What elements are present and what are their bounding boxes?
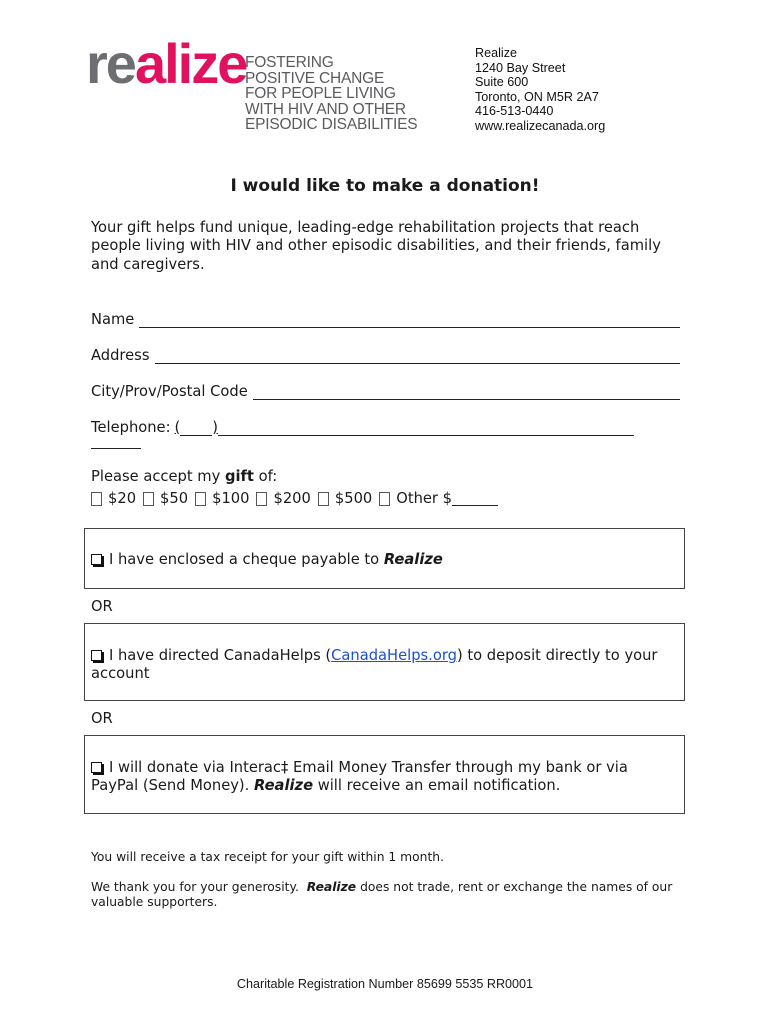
checkbox-icon[interactable]: [91, 762, 102, 773]
gift-prompt-prefix: Please accept my: [91, 468, 221, 485]
address-street: 1240 Bay Street: [475, 60, 566, 75]
gift-option-100[interactable]: [195, 490, 249, 507]
address-phone: 416-513-0440: [475, 104, 554, 119]
gift-amount-label: $20: [108, 490, 137, 507]
phone-extension-line[interactable]: [91, 448, 141, 449]
thanks-text-before: We thank you for your generosity.: [91, 880, 299, 894]
thanks-text-after: does not trade, rent or exchange the names of our valuable supporters.: [91, 880, 673, 910]
checkbox-icon[interactable]: [318, 492, 329, 506]
canadahelps-link[interactable]: CanadaHelps.org: [331, 647, 457, 664]
logo-part-alize: alize: [134, 32, 247, 95]
canadahelps-text-before: I have directed CanadaHelps (: [109, 647, 332, 664]
checkbox-icon[interactable]: [379, 492, 390, 506]
gift-option-200[interactable]: [256, 490, 310, 507]
interac-option-box[interactable]: [84, 735, 685, 814]
gift-prompt: [91, 468, 277, 485]
intro-paragraph: Your gift helps fund unique, leading-edge rehabilitation projects that reach people living with HIV and other episodic disabilities, and their friends, family and caregivers.: [91, 219, 661, 273]
city-field[interactable]: [91, 380, 680, 400]
telephone-label: Telephone:: [91, 419, 171, 436]
gift-amount-options: [91, 490, 505, 507]
canadahelps-text-after: ) to deposit directly to your account: [91, 647, 658, 683]
tagline-line: FOSTERING: [245, 54, 334, 71]
gift-amount-label: $200: [273, 490, 311, 507]
cheque-org-name: Realize: [383, 551, 443, 568]
or-separator: OR: [91, 598, 113, 615]
address-org-name: Realize: [475, 46, 517, 60]
address-field[interactable]: [91, 344, 680, 364]
address-suite: Suite 600: [475, 75, 529, 90]
telephone-field[interactable]: [91, 416, 634, 436]
address-city: Toronto, ON M5R 2A7: [475, 89, 599, 104]
gift-amount-label: $100: [212, 490, 250, 507]
address-label: Address: [91, 347, 150, 364]
interac-text-before: I will donate via Interac‡ Email Money Transfer through my bank or via PayPal (Send Money).: [91, 759, 628, 795]
tagline-line: FOR PEOPLE LIVING: [245, 85, 396, 103]
tagline-line: EPISODIC DISABILITIES: [245, 116, 418, 134]
interac-text-after: will receive an email notification.: [317, 777, 561, 795]
tax-receipt-note: You will receive a tax receipt for your gift within 1 month.: [91, 850, 444, 864]
city-label: City/Prov/Postal Code: [91, 383, 248, 400]
city-input-line[interactable]: [253, 384, 680, 400]
area-code-input-line[interactable]: [180, 421, 212, 436]
name-label: Name: [91, 311, 135, 328]
gift-amount-label: $500: [334, 490, 373, 507]
name-field[interactable]: [91, 308, 680, 328]
phone-input-line[interactable]: [218, 420, 634, 436]
name-input-line[interactable]: [139, 312, 680, 328]
address-input-line[interactable]: [155, 348, 681, 364]
gift-other-label: Other $: [396, 490, 452, 507]
or-separator: OR: [91, 710, 113, 727]
cheque-option-text: I have enclosed a cheque payable to: [109, 551, 380, 568]
org-address-block: [475, 46, 605, 134]
logo-part-re: re: [86, 32, 135, 95]
area-code-close-paren: ): [212, 419, 219, 436]
logo-tagline: [245, 55, 417, 133]
gift-option-20[interactable]: [91, 490, 136, 507]
gift-option-50[interactable]: [143, 490, 188, 507]
gift-amount-label: $50: [160, 490, 189, 507]
tagline-line: WITH HIV AND OTHER: [245, 100, 406, 118]
address-website: www.realizecanada.org: [475, 118, 606, 133]
gift-option-other[interactable]: [379, 490, 498, 507]
gift-option-500[interactable]: [318, 490, 372, 507]
checkbox-icon[interactable]: [256, 492, 267, 506]
tagline-line: POSITIVE CHANGE: [245, 69, 385, 87]
checkbox-icon[interactable]: [91, 554, 102, 565]
interac-org-name: Realize: [254, 777, 314, 795]
checkbox-icon[interactable]: [195, 492, 206, 506]
page-title: I would like to make a donation!: [230, 176, 540, 196]
cheque-option-box[interactable]: [84, 528, 685, 589]
canadahelps-option-box[interactable]: [84, 623, 685, 701]
gift-prompt-bold: gift: [224, 468, 254, 485]
realize-logo: [86, 34, 246, 94]
checkbox-icon[interactable]: [143, 492, 154, 506]
thank-you-note: [91, 880, 691, 910]
checkbox-icon[interactable]: [91, 492, 102, 506]
other-amount-input-line[interactable]: [452, 492, 498, 506]
checkbox-icon[interactable]: [91, 650, 102, 661]
gift-prompt-suffix: of:: [258, 468, 278, 485]
charitable-registration-number: Charitable Registration Number 85699 5535 RR0001: [236, 977, 534, 991]
thanks-org-name: Realize: [306, 880, 357, 894]
area-code-open-paren: (: [174, 419, 181, 436]
